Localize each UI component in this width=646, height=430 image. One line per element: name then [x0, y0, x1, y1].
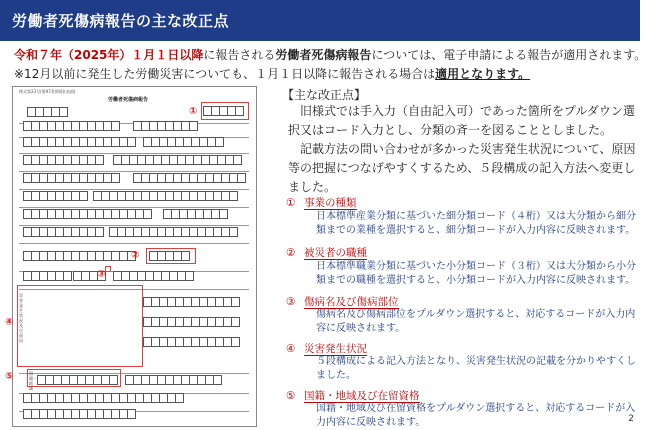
- changes-panel: [262, 86, 640, 428]
- page-title: 労働者死傷病報告の主な改正点: [12, 12, 230, 30]
- item-1-heading: ① 事業の種類: [286, 197, 357, 209]
- form-cell: [111, 121, 120, 131]
- highlight-box-2: [146, 248, 196, 264]
- form-cell: [127, 137, 136, 147]
- form-cell: [127, 409, 136, 419]
- form-cell: [95, 227, 104, 237]
- form-rule-line: [19, 237, 249, 244]
- item-3-body: 傷病名及び傷病部位をプルダウン選択すると、対応するコードが入力内容に反映されます。: [316, 309, 636, 334]
- highlight-box-1: [201, 102, 249, 120]
- form-cell: [219, 209, 228, 219]
- form-top-note: 様式第23号(第97条関係)(表面): [19, 89, 76, 94]
- page-number: 2: [628, 414, 634, 424]
- form-cell: [79, 191, 88, 201]
- form-cell: [175, 393, 184, 403]
- form-rule-line: [19, 201, 249, 208]
- form-cell: [229, 191, 238, 201]
- form-side-label-4: 災害発生状況及び原因: [19, 293, 23, 343]
- form-cell: [215, 137, 224, 147]
- panel-title: 【主な改正点】: [282, 88, 367, 102]
- intro-line-1: 令和７年（2025年）１月１日以降に報告される労働者死傷病報告については、電子申請による報告が適用されます。: [14, 48, 646, 62]
- form-title: 労働者死傷病報告: [108, 97, 149, 103]
- form-rule-line: [19, 219, 249, 226]
- form-cell: [231, 317, 240, 327]
- item-5-heading: ⑤ 国籍・地域及び在留資格: [286, 390, 420, 402]
- highlight-box-5: [27, 369, 121, 387]
- form-cell: [185, 271, 194, 281]
- form-rule-line: [19, 165, 249, 172]
- item-2-heading: ② 被災者の職種: [286, 247, 367, 259]
- report-form-image: [5, 86, 257, 427]
- form-cell: [189, 121, 198, 131]
- form-cell: [229, 227, 238, 237]
- form-cell: [59, 107, 68, 117]
- panel-para-1: 旧様式では手入力（自由記入可）であった箇所をプルダウン選択又はコード入力とし、分類の斉一を図ることとしました。: [288, 104, 635, 137]
- item-3-heading: ③ 傷病名及び傷病部位: [286, 296, 399, 308]
- form-side-label-5: 国籍・地域: [29, 371, 37, 391]
- form-cell: [231, 337, 240, 347]
- form-rule-line: [19, 183, 249, 190]
- item-1-body: 日本標準産業分類に基づいた細分類コード（４桁）又は大分類から細分類までの業種を選択すると、細分類コードが入力内容に反映されます。: [316, 211, 636, 236]
- form-cell: [95, 155, 104, 165]
- item-4-body: ５段構成による記入方法となり、災害発生状況の記載を分かりやすくしました。: [316, 356, 636, 381]
- marker-4: ④: [5, 317, 14, 328]
- form-cell: [233, 155, 242, 165]
- item-2-body: 日本標準職業分類に基づいた小分類コード（３桁）又は大分類から小分類までの職種を選択すると、小分類コードが入力内容に反映されます。: [316, 261, 636, 286]
- page-header: [0, 0, 640, 41]
- form-cell: [237, 173, 246, 183]
- panel-para-2: 記載方法の問い合わせが多かった災害発生状況について、原因等の把握につなげやすくするため、５段構成の記入方法へ変更しました。: [288, 142, 636, 194]
- item-4-heading: ④ 災害発生状況: [286, 343, 367, 355]
- highlight-box-3: [105, 266, 111, 272]
- highlight-box-4: [17, 285, 143, 367]
- marker-2: ②: [131, 250, 140, 261]
- item-5-body: 国籍・地域及び在留資格をプルダウン選択すると、対応するコードが入力内容に反映されます。: [316, 403, 636, 428]
- marker-5: ⑤: [5, 371, 14, 382]
- form-cell: [231, 297, 240, 307]
- form-cell: [63, 271, 72, 281]
- form-rule-line: [19, 147, 249, 154]
- form-cell: [213, 375, 222, 385]
- marker-1: ①: [189, 106, 198, 117]
- form-cell: [143, 209, 152, 219]
- form-cell: [111, 173, 120, 183]
- marker-3: ③: [97, 269, 106, 280]
- intro-line-2: ※12月以前に発生した労働災害についても、１月１日以降に報告される場合は適用となります。: [14, 67, 531, 81]
